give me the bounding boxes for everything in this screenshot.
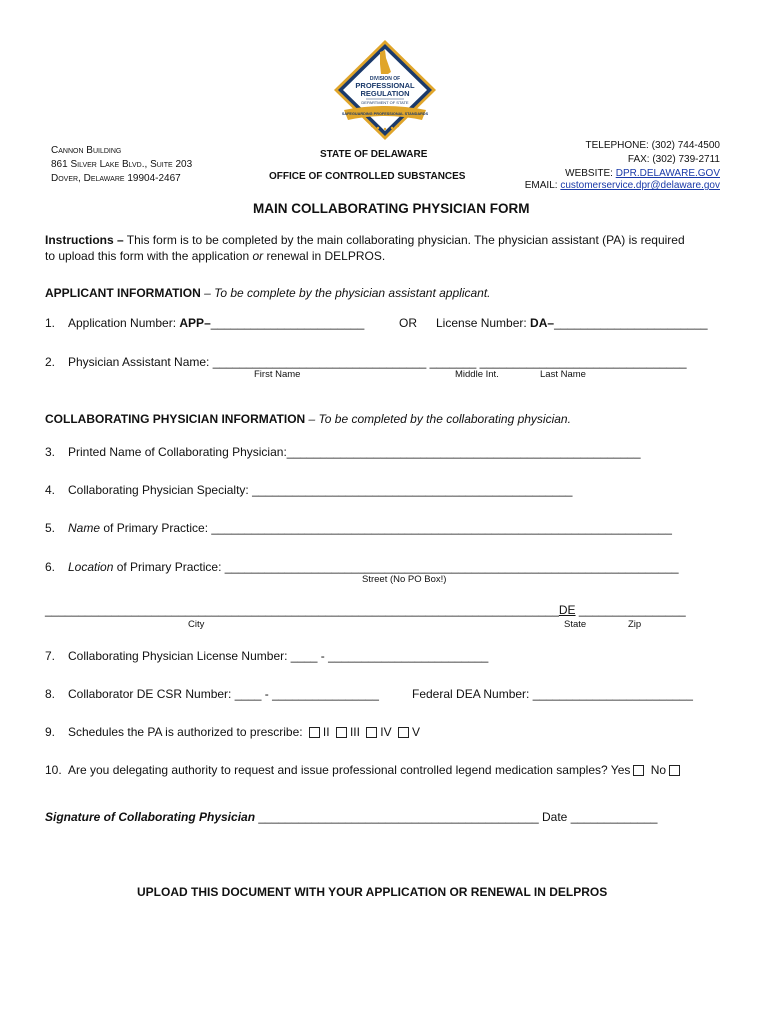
city-state-zip-field[interactable] bbox=[45, 603, 686, 617]
signature-label: Signature of Collaborating Physician bbox=[45, 810, 256, 824]
website-link[interactable]: DPR.DELAWARE.GOV bbox=[615, 168, 720, 179]
logo-text-line3: REGULATION bbox=[360, 89, 410, 98]
q9-number: 9. bbox=[45, 725, 56, 739]
physician-license-field[interactable] bbox=[68, 649, 488, 663]
office-name: OFFICE OF CONTROLLED SUBSTANCES bbox=[269, 171, 466, 182]
physician-license-label: Collaborating Physician License Number: bbox=[68, 649, 291, 663]
q6-number: 6. bbox=[45, 560, 56, 574]
q10-number: 10. bbox=[45, 763, 62, 777]
date-line[interactable]: _____________ bbox=[570, 810, 658, 824]
website-line bbox=[565, 168, 720, 179]
state-name: STATE OF DELAWARE bbox=[320, 149, 428, 160]
signature-row bbox=[45, 810, 657, 824]
schedule-ii-checkbox[interactable] bbox=[309, 727, 320, 738]
delegation-label: Are you delegating authority to request and issue professional controlled legend medication samples? bbox=[68, 763, 611, 777]
address-line3: Dover, Delaware 19904-2467 bbox=[51, 173, 181, 184]
date-label: Date bbox=[542, 810, 571, 824]
schedule-iii-label: III bbox=[349, 725, 360, 739]
instructions-text2b: or bbox=[252, 249, 264, 263]
logo-text-line1: DIVISION OF bbox=[369, 76, 401, 82]
schedule-ii-label: II bbox=[322, 725, 330, 739]
city-caption: City bbox=[188, 619, 205, 630]
instructions-line2 bbox=[45, 249, 385, 263]
address-line1: Cannon Building bbox=[51, 145, 122, 156]
delegation-yes-label: Yes bbox=[610, 763, 631, 777]
q1-number: 1. bbox=[45, 316, 56, 330]
q3-number: 3. bbox=[45, 445, 56, 459]
pa-name-label: Physician Assistant Name: bbox=[68, 355, 213, 369]
q4-number: 4. bbox=[45, 483, 56, 497]
csr-number-field[interactable] bbox=[68, 687, 379, 701]
practice-name-label: of Primary Practice: bbox=[100, 521, 212, 535]
street-line[interactable]: ____________________________________________________________________ bbox=[224, 560, 679, 574]
q2-number: 2. bbox=[45, 355, 56, 369]
q7-number: 7. bbox=[45, 649, 56, 663]
delegation-no-checkbox[interactable] bbox=[669, 765, 680, 776]
schedules-label: Schedules the PA is authorized to prescribe: bbox=[68, 725, 306, 739]
dea-number-line[interactable]: ________________________ bbox=[532, 687, 693, 701]
city-line[interactable]: _____________________________________________________________________________ bbox=[45, 603, 559, 617]
email-link[interactable]: customerservice.dpr@delaware.gov bbox=[560, 180, 720, 191]
schedules-field bbox=[68, 725, 420, 739]
physician-license-line[interactable]: ____ - ________________________ bbox=[290, 649, 489, 663]
schedule-iv-label: IV bbox=[380, 725, 392, 739]
csr-number-line[interactable]: ____ - ________________ bbox=[234, 687, 379, 701]
state-value: DE bbox=[558, 603, 576, 617]
logo-text-line4: DEPARTMENT OF STATE bbox=[361, 100, 409, 105]
delegation-field bbox=[68, 763, 683, 777]
csr-number-label: Collaborator DE CSR Number: bbox=[68, 687, 235, 701]
physician-heading-note: – To be completed by the collaborating physician. bbox=[305, 412, 571, 426]
specialty-label: Collaborating Physician Specialty: bbox=[68, 483, 253, 497]
practice-location-field[interactable] bbox=[68, 560, 679, 574]
practice-location-label-italic: Location bbox=[68, 560, 114, 574]
logo-ribbon-text: SAFEGUARDING PROFESSIONAL STANDARDS bbox=[341, 112, 429, 116]
q8-number: 8. bbox=[45, 687, 56, 701]
physician-heading-label: COLLABORATING PHYSICIAN INFORMATION bbox=[45, 412, 306, 426]
application-number-prefix: APP– bbox=[179, 316, 211, 330]
pa-name-field[interactable] bbox=[68, 355, 687, 369]
logo-text-line2: PROFESSIONAL bbox=[355, 81, 415, 90]
specialty-line[interactable]: ________________________________________________ bbox=[252, 483, 573, 497]
q5-number: 5. bbox=[45, 521, 56, 535]
dea-number-field[interactable] bbox=[412, 687, 693, 701]
practice-name-line[interactable]: _____________________________________________________________________ bbox=[211, 521, 672, 535]
middle-initial-caption: Middle Int. bbox=[455, 369, 499, 380]
printed-name-label: Printed Name of Collaborating Physician: bbox=[68, 445, 287, 459]
instructions-text1: This form is to be completed by the main collaborating physician. The physician assistant (PA) is required bbox=[123, 233, 685, 247]
signature-line[interactable]: __________________________________________ bbox=[255, 810, 542, 824]
license-number-line[interactable]: _______________________ bbox=[554, 316, 708, 330]
schedule-v-label: V bbox=[411, 725, 420, 739]
q1-or: OR bbox=[399, 316, 417, 330]
license-number-label: License Number: bbox=[436, 316, 531, 330]
applicant-heading-label: APPLICANT INFORMATION bbox=[45, 286, 201, 300]
telephone: TELEPHONE: (302) 744-4500 bbox=[585, 140, 720, 151]
delegation-no-label: No bbox=[650, 763, 667, 777]
physician-heading bbox=[45, 412, 571, 426]
specialty-field[interactable] bbox=[68, 483, 572, 497]
printed-name-field[interactable] bbox=[68, 445, 641, 459]
application-number-field[interactable] bbox=[68, 316, 364, 330]
instructions-text2c: renewal in DELPROS. bbox=[263, 249, 386, 263]
instructions-line1 bbox=[45, 233, 685, 247]
instructions-label: Instructions – bbox=[45, 233, 124, 247]
last-name-caption: Last Name bbox=[540, 369, 586, 380]
applicant-heading bbox=[45, 286, 491, 300]
delegation-yes-checkbox[interactable] bbox=[633, 765, 644, 776]
upload-instruction: UPLOAD THIS DOCUMENT WITH YOUR APPLICATION OR RENEWAL IN DELPROS bbox=[137, 885, 608, 899]
pa-name-line[interactable]: ________________________________ _______ _______________________________ bbox=[212, 355, 687, 369]
first-name-caption: First Name bbox=[254, 369, 301, 380]
schedule-iii-checkbox[interactable] bbox=[336, 727, 347, 738]
application-number-line[interactable]: _______________________ bbox=[210, 316, 365, 330]
zip-line[interactable]: ________________ bbox=[575, 603, 686, 617]
dea-number-label: Federal DEA Number: bbox=[412, 687, 533, 701]
form-title: MAIN COLLABORATING PHYSICIAN FORM bbox=[253, 201, 530, 216]
printed-name-line[interactable]: _____________________________________________________ bbox=[286, 445, 641, 459]
license-number-prefix: DA– bbox=[530, 316, 555, 330]
email-label: EMAIL: bbox=[524, 180, 561, 191]
schedule-v-checkbox[interactable] bbox=[398, 727, 409, 738]
instructions-text2a: to upload this form with the application bbox=[45, 249, 253, 263]
street-caption: Street (No PO Box!) bbox=[362, 574, 447, 585]
practice-name-field[interactable] bbox=[68, 521, 672, 535]
website-label: WEBSITE: bbox=[565, 168, 616, 179]
state-caption: State bbox=[564, 619, 587, 630]
zip-caption: Zip bbox=[628, 619, 642, 630]
practice-name-label-italic: Name bbox=[68, 521, 101, 535]
schedule-iv-checkbox[interactable] bbox=[366, 727, 377, 738]
division-logo bbox=[330, 38, 440, 142]
practice-location-label: of Primary Practice: bbox=[113, 560, 225, 574]
address-line2: 861 Silver Lake Blvd., Suite 203 bbox=[51, 159, 193, 170]
application-number-label: Application Number: bbox=[68, 316, 180, 330]
fax: FAX: (302) 739-2711 bbox=[627, 154, 720, 165]
email-line bbox=[525, 180, 720, 191]
applicant-heading-note: – To be complete by the physician assistant applicant. bbox=[200, 286, 491, 300]
license-number-field[interactable] bbox=[436, 316, 708, 330]
